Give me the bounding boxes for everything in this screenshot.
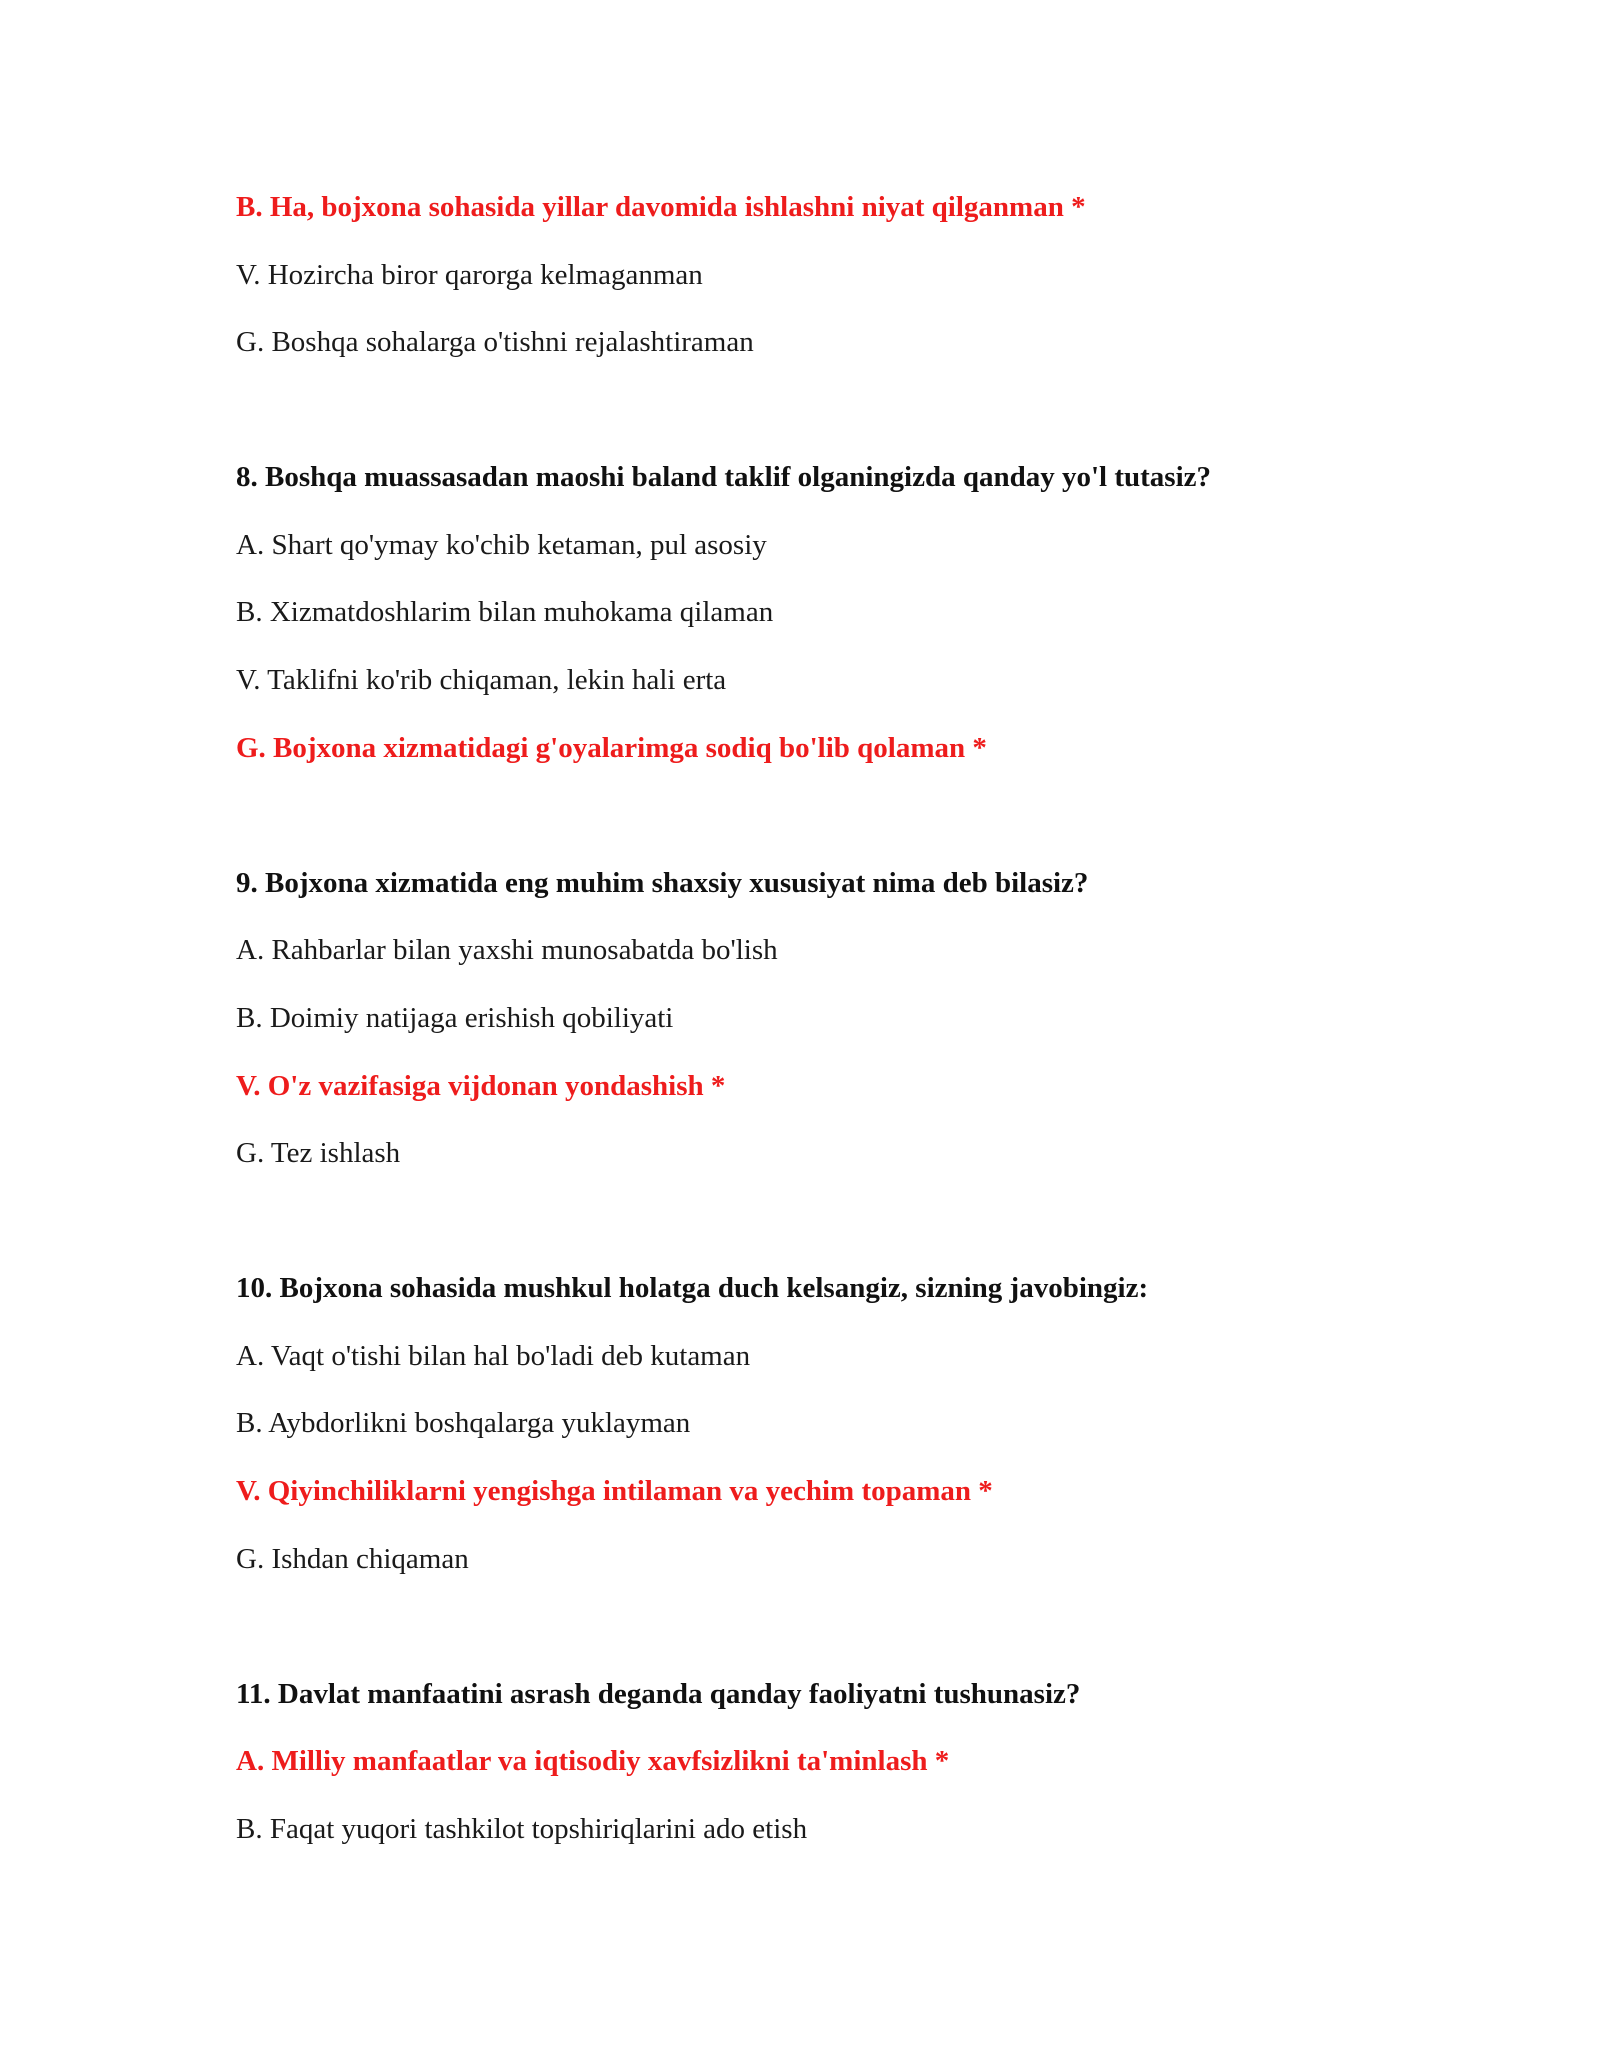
answer-option: B. Aybdorlikni boshqalarga yuklayman xyxy=(236,1407,691,1439)
answer-option: V. Taklifni ko'rib chiqaman, lekin hali erta xyxy=(236,664,727,696)
answer-option: B. Faqat yuqori tashkilot topshiriqlarini ado etish xyxy=(236,1813,808,1845)
answer-correct: V. O'z vazifasiga vijdonan yondashish * xyxy=(236,1070,726,1102)
question-9: 9. Bojxona xizmatida eng muhim shaxsiy xususiyat nima deb bilasiz? xyxy=(236,867,1089,899)
question-11: 11. Davlat manfaatini asrash deganda qanday faoliyatni tushunasiz? xyxy=(236,1678,1081,1710)
answer-option: B. Doimiy natijaga erishish qobiliyati xyxy=(236,1002,674,1034)
answer-option: A. Rahbarlar bilan yaxshi munosabatda bo'lish xyxy=(236,934,778,966)
answer-correct: G. Bojxona xizmatidagi g'oyalarimga sodiq bo'lib qolaman * xyxy=(236,732,987,764)
question-8: 8. Boshqa muassasadan maoshi baland taklif olganingizda qanday yo'l tutasiz? xyxy=(236,461,1211,493)
answer-option: G. Tez ishlash xyxy=(236,1137,401,1169)
answer-correct: V. Qiyinchiliklarni yengishga intilaman va yechim topaman * xyxy=(236,1475,993,1507)
answer-correct: B. Ha, bojxona sohasida yillar davomida ishlashni niyat qilganman * xyxy=(236,191,1086,223)
answer-option: B. Xizmatdoshlarim bilan muhokama qilaman xyxy=(236,596,774,628)
answer-option: A. Vaqt o'tishi bilan hal bo'ladi deb kutaman xyxy=(236,1340,751,1372)
answer-option: G. Boshqa sohalarga o'tishni rejalashtiraman xyxy=(236,326,754,358)
answer-correct: A. Milliy manfaatlar va iqtisodiy xavfsizlikni ta'minlash * xyxy=(236,1745,950,1777)
question-10: 10. Bojxona sohasida mushkul holatga duch kelsangiz, sizning javobingiz: xyxy=(236,1272,1149,1304)
answer-option: G. Ishdan chiqaman xyxy=(236,1543,469,1575)
answer-option: A. Shart qo'ymay ko'chib ketaman, pul asosiy xyxy=(236,529,767,561)
answer-option: V. Hozircha biror qarorga kelmaganman xyxy=(236,259,703,291)
